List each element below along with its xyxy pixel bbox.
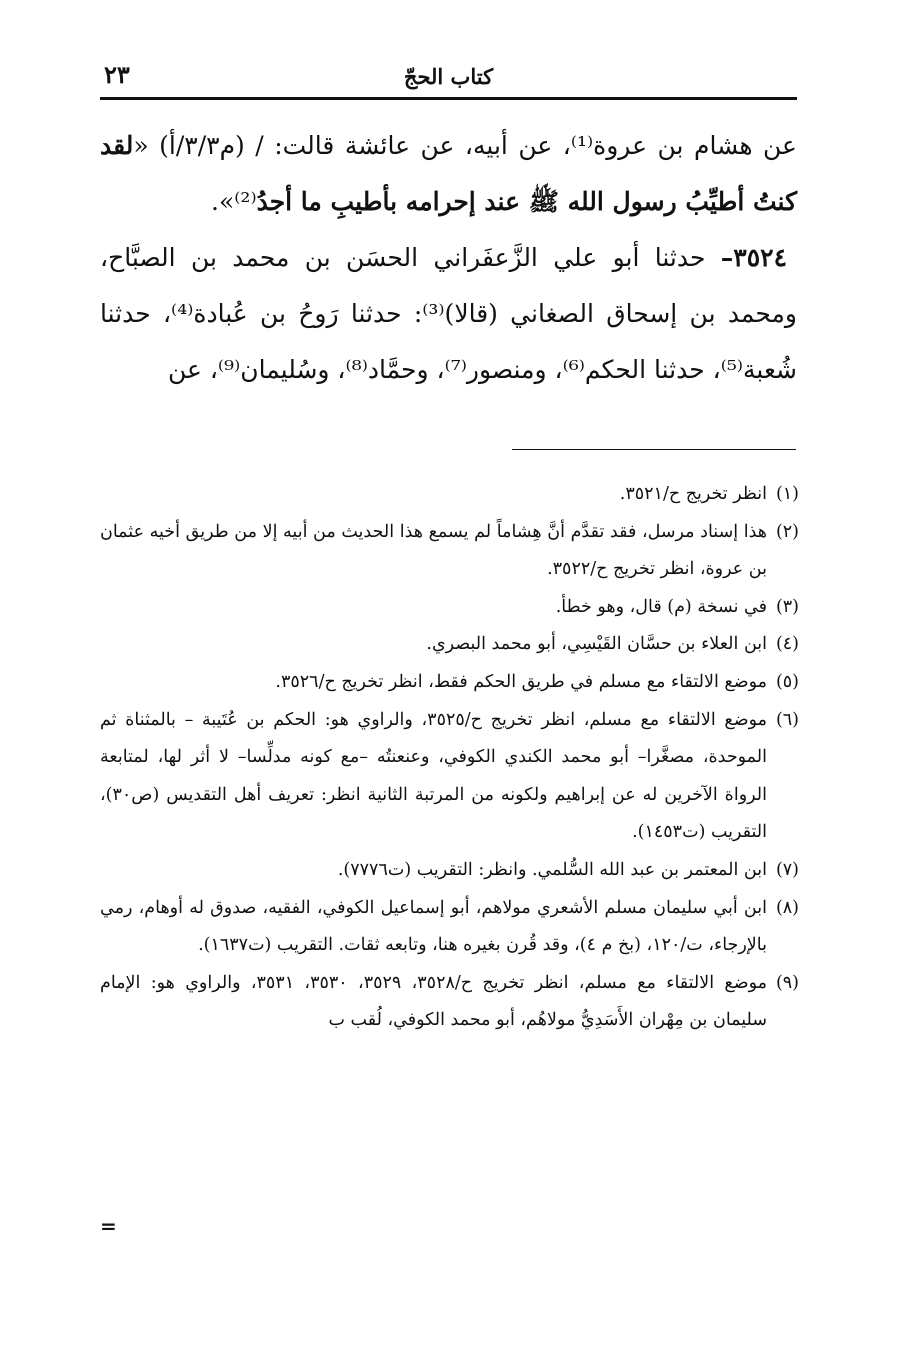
footnote-text: انظر تخريج ح/٣٥٢١.: [619, 484, 767, 504]
footnote-5: [100, 664, 799, 702]
footnote-6: [100, 702, 799, 852]
footnote-number: (٢): [775, 521, 799, 542]
footnote-text: هذا إسناد مرسل، فقد تقدَّم أنَّ هِشاماً لم يسمع هذا الحديث من أبيه إلا من طريق أخيه عثمان بن عروة، انظر تخريج ح/٣٥٢٢.: [100, 521, 767, 580]
header-rule: [100, 97, 797, 100]
footnote-number: (١): [775, 484, 799, 504]
footnote-separator: [512, 449, 796, 450]
footnote-number: (٧): [775, 859, 799, 880]
footnote-number: (٦): [775, 709, 799, 730]
para1-text-end: ⁽²⁾».: [211, 187, 257, 216]
footnote-text: ابن العلاء بن حسَّان القَيْسِي، أبو محمد البصري.: [426, 634, 767, 655]
footnote-text: ابن أبي سليمان مسلم الأشعري مولاهم، أبو إسماعيل الكوفي، الفقيه، صدوق له أوهام، رمي بالإرجاء، ت/١٢٠، (بخ م ٤)، وقد قُرن بغيره هنا، وتابعه ثقات. التقريب (ت١٦٣٧).: [100, 897, 767, 956]
footnote-number: (٣): [775, 596, 799, 617]
page-header: [100, 58, 797, 100]
footnote-text: ابن المعتمر بن عبد الله السُّلمي. وانظر: التقريب (ت٧٧٧٦).: [337, 859, 767, 880]
page-number: ٢٣: [104, 60, 130, 89]
paragraph-hadith-3523-end: [100, 118, 797, 230]
footnote-number: (٥): [775, 671, 799, 692]
footnote-number: (٩): [775, 972, 799, 993]
footnote-7: [100, 852, 799, 890]
footnote-3: [100, 589, 799, 627]
footnote-number: (٨): [775, 897, 799, 918]
footnote-8: [100, 890, 799, 965]
footnote-text: موضع الالتقاء مع مسلم، انظر تخريج ح/٣٥٢٥، والراوي هو: الحكم بن عُتَيبة – بالمثناة ثم الموحدة، مصغَّرا– أبو محمد الكندي الكوفي، وعنعنتُه –مع كونه مدلِّسا– لا أثر لها، لمتابعة الرواة الآخرين له عن إبراهيم ولكونه من المرتبة الثانية انظر: تعريف أهل التقديس (ص٣٠)، التقريب (ت١٤٥٣).: [100, 709, 767, 843]
hadith-number: ٣٥٢٤–: [720, 243, 787, 272]
footnote-text: في نسخة (م) قال، وهو خطأ.: [555, 596, 767, 617]
footnote-number: (٤): [775, 634, 799, 655]
footnote-4: [100, 626, 799, 664]
main-text: [100, 118, 797, 398]
footnote-text: موضع الالتقاء مع مسلم في طريق الحكم فقط، انظر تخريج ح/٣٥٢٦.: [275, 671, 767, 692]
para1-text-start: عن هشام بن عروة⁽¹⁾، عن أبيه، عن عائشة قالت: / (م٣/٣/أ) «: [133, 131, 797, 160]
footnote-text: موضع الالتقاء مع مسلم، انظر تخريج ح/٣٥٢٨، ٣٥٢٩، ٣٥٣٠، ٣٥٣١، والراوي هو: الإمام سليمان بن مِهْران الأَسَدِيُّ مولاهُم، أبو محمد الكوفي، لُقب ب: [100, 972, 767, 1031]
continuation-mark: =: [100, 1214, 117, 1238]
book-title: كتاب الحجّ: [403, 64, 494, 89]
footnotes: [100, 476, 799, 1040]
paragraph-hadith-3524: [100, 230, 797, 398]
para2-text: حدثنا أبو علي الزَّعفَراني الحسَن بن محمد بن الصبَّاح، ومحمد بن إسحاق الصغاني (قالا)⁽³⁾: حدثنا رَوحُ بن عُبادة⁽⁴⁾، حدثنا شُعبة⁽⁵⁾، حدثنا الحكم⁽⁶⁾، ومنصور⁽⁷⁾، وحمَّاد⁽⁸⁾، وسُليمان⁽⁹⁾، عن: [100, 243, 797, 384]
footnote-1: [100, 476, 799, 514]
para1-quote-bold: لقد كنتُ أطيِّبُ رسول الله ﷺ عند إحرامه بأطيبِ ما أجدُ: [100, 131, 797, 216]
footnote-9: [100, 965, 799, 1040]
footnote-2: [100, 514, 799, 589]
